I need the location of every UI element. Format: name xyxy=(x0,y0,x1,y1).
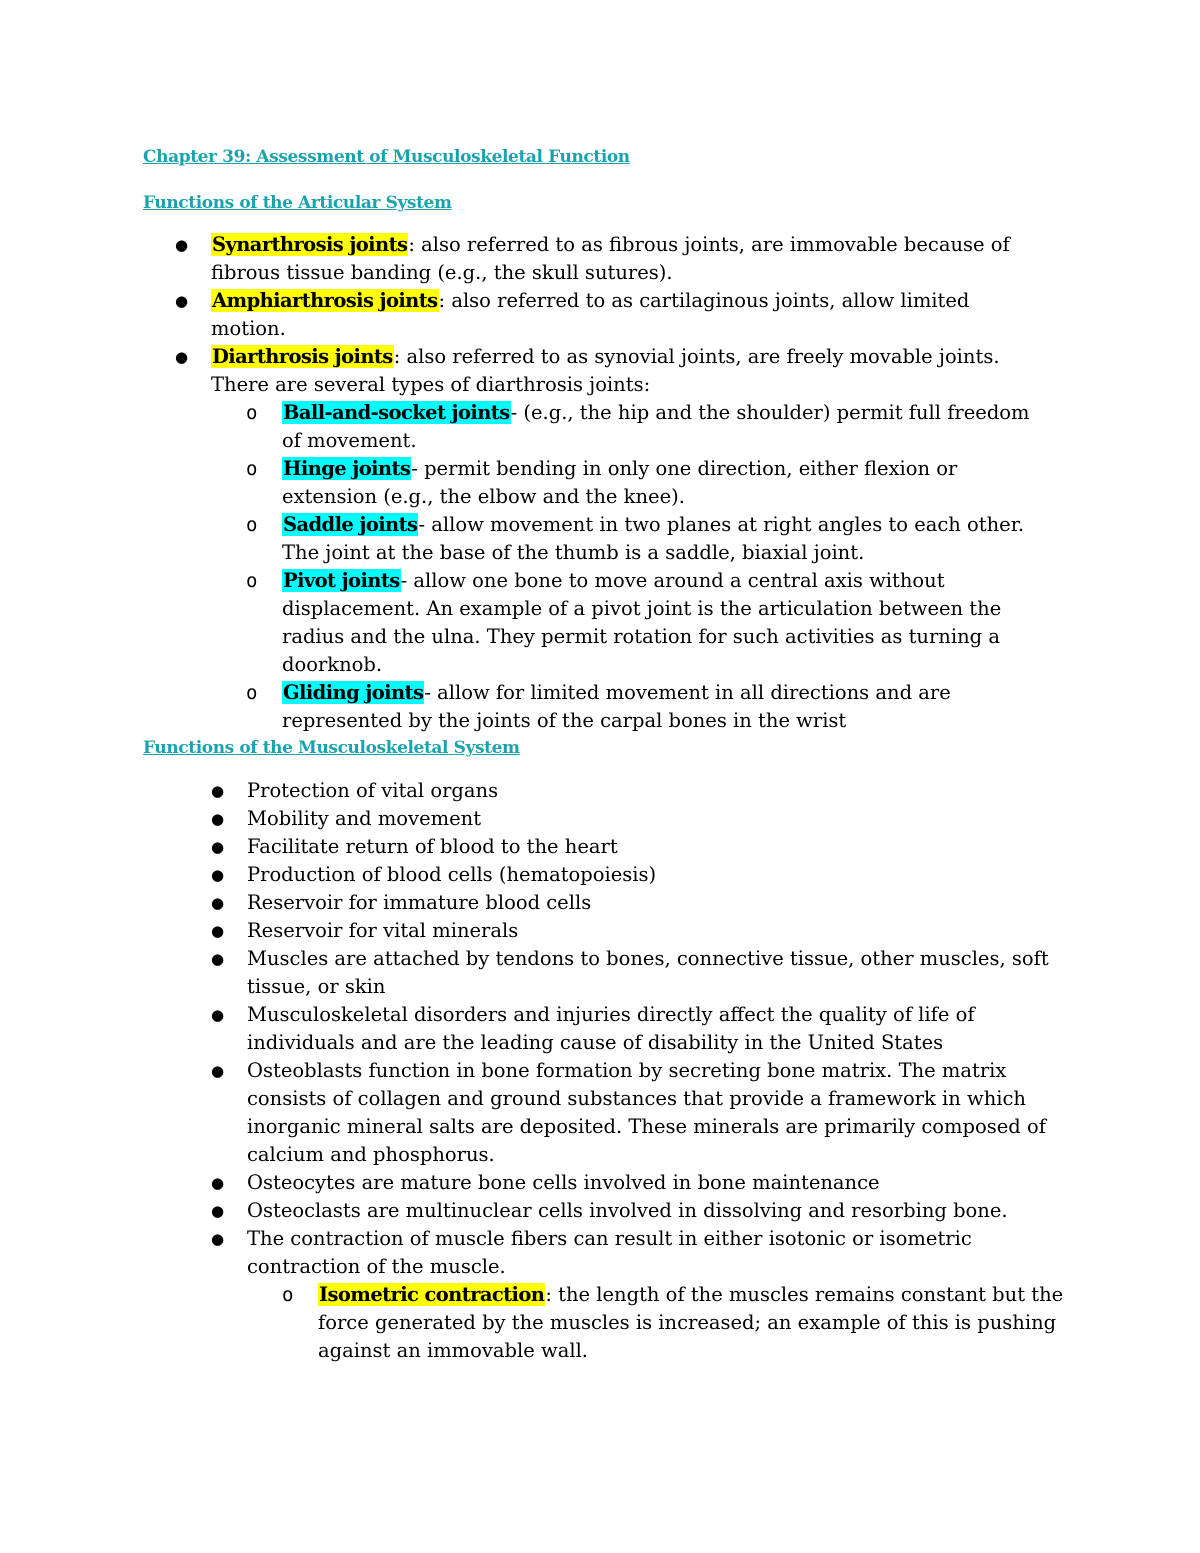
sub-list-item xyxy=(283,1281,1071,1365)
bullet-icon: ● xyxy=(211,1006,225,1024)
term-highlight: Amphiarthrosis joints xyxy=(212,289,438,312)
sub-list-item-text: - allow for limited movement in all directions and are represented by the joints of the carpal bones in the wrist xyxy=(282,681,951,732)
term-highlight: Pivot joints xyxy=(283,569,400,592)
bullet-icon: ● xyxy=(211,922,225,940)
section-heading-musculoskeletal: Functions of the Musculoskeletal System xyxy=(143,738,520,758)
list-item xyxy=(175,343,1045,735)
bullet-icon: ● xyxy=(211,866,225,884)
diarthrosis-subtype-list xyxy=(247,399,1045,735)
list-item-text: : also referred to as synovial joints, are freely movable joints. There are several types of diarthrosis joints: xyxy=(211,345,1000,396)
term-highlight: Synarthrosis joints xyxy=(212,233,408,256)
circle-bullet-icon: o xyxy=(246,682,258,704)
term-highlight: Gliding joints xyxy=(283,681,424,704)
list-item-text: Osteocytes are mature bone cells involved in bone maintenance xyxy=(247,1171,880,1194)
list-item xyxy=(211,861,1071,889)
sub-list-item xyxy=(247,455,1045,511)
list-item xyxy=(211,1225,1071,1365)
sub-list-item-text: - (e.g., the hip and the shoulder) permit full freedom of movement. xyxy=(282,401,1030,452)
bullet-icon: ● xyxy=(211,894,225,912)
bullet-icon: ● xyxy=(211,1174,225,1192)
sub-list-item xyxy=(247,399,1045,455)
list-item xyxy=(211,833,1071,861)
sub-list-item xyxy=(247,567,1045,679)
circle-bullet-icon: o xyxy=(246,570,258,592)
contraction-type-list xyxy=(283,1281,1071,1365)
circle-bullet-icon: o xyxy=(246,514,258,536)
list-item-text: Musculoskeletal disorders and injuries directly affect the quality of life of individuals and are the leading cause of disability in the United States xyxy=(247,1003,975,1054)
list-item xyxy=(211,805,1071,833)
circle-bullet-icon: o xyxy=(246,402,258,424)
term-highlight: Diarthrosis joints xyxy=(212,345,393,368)
list-item xyxy=(211,917,1071,945)
articular-joint-list xyxy=(175,231,1045,735)
term-highlight: Hinge joints xyxy=(283,457,411,480)
list-item xyxy=(211,1169,1071,1197)
term-highlight: Ball-and-socket joints xyxy=(283,401,510,424)
list-item-text: : also referred to as cartilaginous joints, allow limited motion. xyxy=(211,289,970,340)
list-item-text: Protection of vital organs xyxy=(247,779,499,802)
bullet-icon: ● xyxy=(211,1202,225,1220)
list-item xyxy=(211,1057,1071,1169)
sub-list-item-text: - allow movement in two planes at right angles to each other. The joint at the base of the thumb is a saddle, biaxial joint. xyxy=(282,513,1025,564)
list-item xyxy=(175,231,1045,287)
sub-list-item-text: - allow one bone to move around a central axis without displacement. An example of a pivot joint is the articulation between the radius and the ulna. They permit rotation for such activities as turning a doorknob. xyxy=(282,569,1002,676)
bullet-icon: ● xyxy=(211,838,225,856)
list-item-text: : also referred to as fibrous joints, are immovable because of fibrous tissue banding (e.g., the skull sutures). xyxy=(211,233,1010,284)
list-item xyxy=(211,889,1071,917)
term-highlight: Saddle joints xyxy=(283,513,418,536)
bullet-icon: ● xyxy=(211,1062,225,1080)
list-item xyxy=(211,1001,1071,1057)
list-item-text: Mobility and movement xyxy=(247,807,482,830)
bullet-icon: ● xyxy=(211,1230,225,1248)
list-item-text: Production of blood cells (hematopoiesis) xyxy=(247,863,657,886)
list-item-text: Osteoclasts are multinuclear cells involved in dissolving and resorbing bone. xyxy=(247,1199,1008,1222)
bullet-icon: ● xyxy=(211,810,225,828)
sub-list-item-text: : the length of the muscles remains constant but the force generated by the muscles is increased; an example of this is pushing against an immovable wall. xyxy=(318,1283,1064,1362)
circle-bullet-icon: o xyxy=(246,458,258,480)
list-item xyxy=(211,1197,1071,1225)
chapter-title: Chapter 39: Assessment of Musculoskeletal Function xyxy=(143,147,630,167)
list-item-text: Osteoblasts function in bone formation by secreting bone matrix. The matrix consists of collagen and ground substances that provide a framework in which inorganic mineral salts are deposited. These minerals are primarily composed of calcium and phosphorus. xyxy=(247,1059,1046,1166)
sub-list-item-text: - permit bending in only one direction, either flexion or extension (e.g., the elbow and the knee). xyxy=(282,457,958,508)
section-heading-articular: Functions of the Articular System xyxy=(143,193,452,213)
bullet-icon: ● xyxy=(211,950,225,968)
list-item-text: Reservoir for vital minerals xyxy=(247,919,519,942)
list-item-text: Reservoir for immature blood cells xyxy=(247,891,592,914)
list-item-text: The contraction of muscle fibers can result in either isotonic or isometric contraction of the muscle. xyxy=(247,1227,972,1278)
list-item xyxy=(211,777,1071,805)
list-item xyxy=(211,945,1071,1001)
sub-list-item xyxy=(247,679,1045,735)
musculoskeletal-function-list xyxy=(211,777,1071,1365)
list-item xyxy=(175,287,1045,343)
list-item-text: Facilitate return of blood to the heart xyxy=(247,835,618,858)
term-highlight: Isometric contraction xyxy=(319,1283,545,1306)
bullet-icon: ● xyxy=(175,236,189,254)
sub-list-item xyxy=(247,511,1045,567)
bullet-icon: ● xyxy=(175,292,189,310)
circle-bullet-icon: o xyxy=(282,1284,294,1306)
bullet-icon: ● xyxy=(211,782,225,800)
bullet-icon: ● xyxy=(175,348,189,366)
list-item-text: Muscles are attached by tendons to bones, connective tissue, other muscles, soft tissue, or skin xyxy=(247,947,1049,998)
